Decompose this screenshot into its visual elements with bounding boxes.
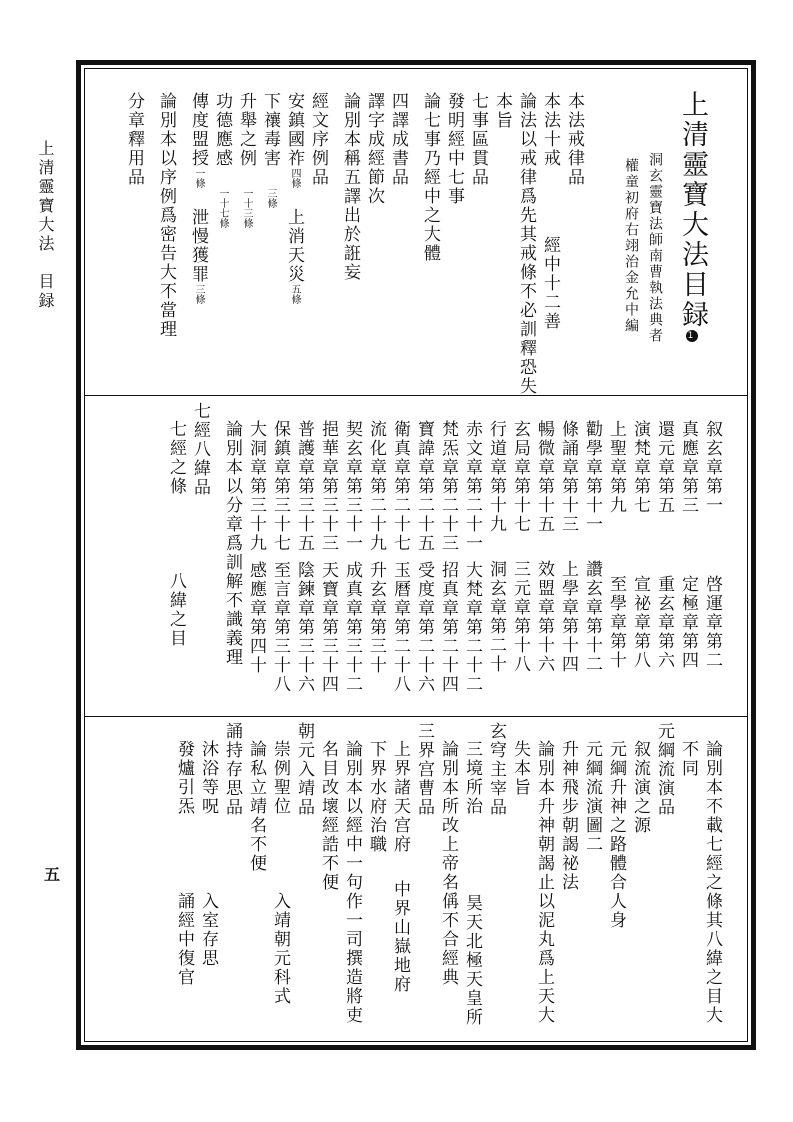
entry-text: 真應章第三 bbox=[678, 420, 698, 515]
entry-text: 論別本以分章爲訓解不識義理 bbox=[222, 420, 242, 667]
toc-entry bbox=[343, 420, 360, 694]
toc-entry bbox=[247, 740, 264, 873]
entry-text: 八緯之目 bbox=[166, 572, 186, 648]
entry-text: 沐浴等呪 bbox=[198, 740, 218, 816]
entry-text: 不同 bbox=[678, 740, 698, 778]
toc-entry bbox=[391, 740, 408, 994]
entry-text: 寶諱章第二十五 bbox=[414, 420, 434, 553]
entry-text: 暢微章第十五 bbox=[534, 420, 554, 534]
entry-text: 譯字成經節次 bbox=[364, 92, 384, 206]
entry-text: 元綱升神之路體合人身 bbox=[606, 740, 626, 930]
toc-entry bbox=[583, 740, 600, 854]
toc-entry bbox=[607, 740, 624, 930]
entry-text: 升神飛步朝謁祕法 bbox=[558, 740, 578, 892]
toc-entry bbox=[271, 740, 288, 1006]
entry-text: 元綱流演圖二 bbox=[582, 740, 602, 854]
entry-text: 至學章第十 bbox=[606, 575, 626, 670]
toc-entry bbox=[517, 92, 534, 396]
entry-text: 感應章第四十 bbox=[246, 561, 266, 675]
entry-text: 下界水府治職 bbox=[366, 740, 386, 854]
entry-text: 梵炁章第二十三 bbox=[438, 420, 458, 553]
entry-text: 論別本不載七經之條其八緯之目大 bbox=[702, 740, 722, 1025]
entry-text: 上聖章第九 bbox=[606, 420, 626, 515]
toc-entry bbox=[319, 740, 336, 892]
section-divider-bottom bbox=[84, 716, 748, 717]
entry-text: 流化章第二十九 bbox=[366, 420, 386, 553]
toc-entry bbox=[223, 420, 240, 667]
entry-text: 誦經中復官 bbox=[174, 892, 194, 987]
entry-text: 衛真章第二十七 bbox=[390, 420, 410, 553]
entry-text: 入室存思 bbox=[198, 892, 218, 968]
entry-note: 一十三條 bbox=[241, 188, 252, 228]
toc-entry bbox=[439, 740, 456, 987]
toc-entry bbox=[469, 92, 486, 187]
entry-text: 定極章第四 bbox=[678, 575, 698, 670]
entry-text: 上學章第十四 bbox=[558, 560, 578, 674]
toc-entry bbox=[389, 92, 406, 187]
entry-text: 契玄章第三十一 bbox=[342, 420, 362, 553]
toc-entry bbox=[565, 92, 582, 187]
toc-entry bbox=[189, 92, 206, 304]
toc-entry bbox=[421, 92, 438, 263]
entry-text: 大梵章第二十二 bbox=[462, 561, 482, 694]
footnote-marker: 1 bbox=[687, 331, 697, 341]
entry-text: 受度章第二十六 bbox=[414, 561, 434, 694]
toc-entry bbox=[703, 740, 720, 1025]
toc-entry bbox=[493, 92, 510, 130]
entry-text: 保鎮章第三十七 bbox=[270, 420, 290, 553]
entry-text: 叙流演之源 bbox=[630, 740, 650, 835]
toc-entry bbox=[439, 420, 456, 694]
entry-text: 玉曆章第二十八 bbox=[390, 561, 410, 694]
toc-entry bbox=[157, 92, 174, 339]
entry-text: 論別本以經中一句作一司撰造將吏 bbox=[342, 740, 362, 1025]
entry-text: 效盟章第十六 bbox=[534, 560, 554, 674]
toc-entry bbox=[487, 420, 504, 674]
entry-text: 四譯成書品 bbox=[388, 92, 408, 187]
toc-entry bbox=[703, 420, 720, 670]
toc-entry bbox=[319, 420, 336, 694]
entry-text: 論別本所改上帝名偁不合經典 bbox=[438, 740, 458, 987]
entry-note: 一十七條 bbox=[217, 188, 228, 228]
entry-text: 昊天北極天皇所 bbox=[462, 894, 482, 1027]
entry-text: 七經之條 bbox=[166, 420, 186, 496]
entry-text: 經文序例品 bbox=[308, 92, 328, 187]
entry-text: 赤文章第二十一 bbox=[462, 420, 482, 553]
entry-text: 天寶章第三十四 bbox=[318, 561, 338, 694]
entry-text: 升舉之例 bbox=[236, 92, 256, 168]
toc-entry bbox=[559, 740, 576, 892]
toc-entry bbox=[631, 740, 648, 835]
entry-text: 重玄章第六 bbox=[654, 575, 674, 670]
toc-entry bbox=[463, 740, 480, 1027]
page-number: 五 bbox=[44, 865, 61, 884]
entry-text: 發明經中七事 bbox=[444, 92, 464, 206]
toc-entry bbox=[655, 722, 672, 817]
entry-text: 讚玄章第十二 bbox=[582, 560, 602, 674]
toc-entry bbox=[607, 420, 624, 670]
toc-entry bbox=[295, 420, 312, 694]
toc-entry bbox=[391, 420, 408, 694]
toc-entry bbox=[655, 420, 672, 670]
entry-text: 啓運章第二 bbox=[702, 575, 722, 670]
entry-text: 還元章第五 bbox=[654, 420, 674, 515]
entry-text: 陰鍊章第三十六 bbox=[294, 561, 314, 694]
entry-text: 三境所治 bbox=[462, 740, 482, 816]
toc-entry bbox=[463, 420, 480, 694]
toc-entry bbox=[237, 92, 254, 228]
entry-text: 傳度盟授 bbox=[188, 92, 208, 168]
author-line-1: 洞玄靈寶法師南曹執法典者 bbox=[647, 152, 663, 344]
toc-entry bbox=[559, 420, 576, 674]
toc-entry bbox=[415, 420, 432, 694]
toc-entry bbox=[285, 92, 302, 304]
margin-title: 上清靈寶大法 目録 bbox=[36, 140, 55, 311]
entry-text: 大洞章第三十九 bbox=[246, 420, 266, 553]
toc-entry bbox=[175, 740, 192, 987]
entry-text: 入靖朝元科式 bbox=[270, 892, 290, 1006]
entry-note: 四條 bbox=[289, 168, 300, 188]
toc-entry bbox=[271, 420, 288, 694]
section-divider-top bbox=[84, 395, 748, 396]
entry-text: 論別本升神朝謁止以泥丸爲上天大 bbox=[534, 740, 554, 1025]
toc-entry bbox=[167, 420, 184, 648]
entry-text: 安鎮國祚 bbox=[284, 92, 304, 168]
entry-text: 三元章第十八 bbox=[510, 560, 530, 674]
entry-text: 洞玄章第二十 bbox=[486, 560, 506, 674]
toc-entry bbox=[631, 420, 648, 670]
toc-entry bbox=[511, 420, 528, 674]
toc-entry bbox=[247, 420, 264, 675]
toc-entry bbox=[125, 92, 142, 187]
entry-text: 玄穹主宰品 bbox=[486, 722, 506, 817]
entry-text: 崇例聖位 bbox=[270, 740, 290, 816]
document-title bbox=[673, 90, 712, 342]
entry-text: 分章釋用品 bbox=[124, 92, 144, 187]
entry-text: 挹華章第三十三 bbox=[318, 420, 338, 553]
toc-entry bbox=[415, 722, 432, 817]
entry-note: 三條 bbox=[265, 188, 276, 208]
entry-text: 叙玄章第一 bbox=[702, 420, 722, 515]
entry-text: 論別本以序例爲密告大不當理 bbox=[156, 92, 176, 339]
toc-entry bbox=[535, 420, 552, 674]
entry-text: 泄慢獲罪 bbox=[188, 208, 208, 284]
toc-entry bbox=[191, 402, 208, 497]
entry-text: 三界宫曹品 bbox=[414, 722, 434, 817]
toc-entry bbox=[679, 740, 696, 778]
entry-text: 普護章第三十五 bbox=[294, 420, 314, 553]
entry-text: 七經八緯品 bbox=[190, 402, 210, 497]
entry-text: 論七事乃經中之大體 bbox=[420, 92, 440, 263]
entry-text: 條誦章第十三 bbox=[558, 420, 578, 534]
entry-text: 演梵章第七 bbox=[630, 420, 650, 515]
toc-entry bbox=[213, 92, 230, 228]
entry-text: 招真章第二十四 bbox=[438, 561, 458, 694]
entry-text: 誦持存思品 bbox=[222, 722, 242, 817]
toc-entry bbox=[445, 92, 462, 206]
entry-text: 論別本稱五譯出於誑妄 bbox=[340, 92, 360, 282]
entry-note: 三條 bbox=[193, 284, 204, 304]
entry-text: 論私立靖名不便 bbox=[246, 740, 266, 873]
toc-entry bbox=[261, 92, 278, 208]
toc-entry bbox=[223, 722, 240, 817]
toc-entry bbox=[367, 740, 384, 854]
entry-text: 經中十二善 bbox=[540, 236, 560, 331]
toc-entry bbox=[583, 420, 600, 674]
entry-text: 發爐引炁 bbox=[174, 740, 194, 816]
entry-text: 本旨 bbox=[492, 92, 512, 130]
toc-entry bbox=[365, 92, 382, 206]
toc-entry bbox=[541, 92, 558, 331]
entry-text: 至言章第三十八 bbox=[270, 561, 290, 694]
entry-text: 上界諸天宫府 bbox=[390, 740, 410, 854]
entry-text: 下禳毒害 bbox=[260, 92, 280, 168]
entry-text: 本法十戒 bbox=[540, 92, 560, 168]
toc-entry bbox=[343, 740, 360, 1025]
toc-entry bbox=[679, 420, 696, 670]
toc-entry bbox=[199, 740, 216, 968]
title-text: 上清靈寶大法目録 bbox=[677, 90, 708, 330]
entry-text: 行道章第十九 bbox=[486, 420, 506, 534]
entry-note: 五條 bbox=[289, 284, 300, 304]
toc-entry bbox=[487, 722, 504, 817]
toc-entry bbox=[341, 92, 358, 282]
entry-text: 升玄章第三十 bbox=[366, 561, 386, 675]
entry-text: 論法以戒律爲先其戒條不必訓釋恐失 bbox=[516, 92, 536, 396]
entry-text: 名目改壞經誥不便 bbox=[318, 740, 338, 892]
entry-note: 一條 bbox=[193, 168, 204, 188]
entry-text: 失本旨 bbox=[510, 740, 530, 797]
entry-text: 玄局章第十七 bbox=[510, 420, 530, 534]
entry-text: 七事區貫品 bbox=[468, 92, 488, 187]
entry-text: 朝元入靖品 bbox=[294, 722, 314, 817]
author-line-2: 權童初府右翊治金允中編 bbox=[623, 158, 639, 334]
entry-text: 元綱流演品 bbox=[654, 722, 674, 817]
entry-text: 上消天災 bbox=[284, 208, 304, 284]
toc-entry bbox=[309, 92, 326, 187]
toc-entry bbox=[367, 420, 384, 675]
toc-entry bbox=[295, 722, 312, 817]
entry-text: 本法戒律品 bbox=[564, 92, 584, 187]
entry-text: 成真章第三十二 bbox=[342, 561, 362, 694]
entry-text: 中界山嶽地府 bbox=[390, 880, 410, 994]
entry-text: 功德應感 bbox=[212, 92, 232, 168]
toc-entry bbox=[535, 740, 552, 1025]
entry-text: 勸學章第十一 bbox=[582, 420, 602, 534]
toc-entry bbox=[511, 740, 528, 797]
entry-text: 宣祕章第八 bbox=[630, 575, 650, 670]
